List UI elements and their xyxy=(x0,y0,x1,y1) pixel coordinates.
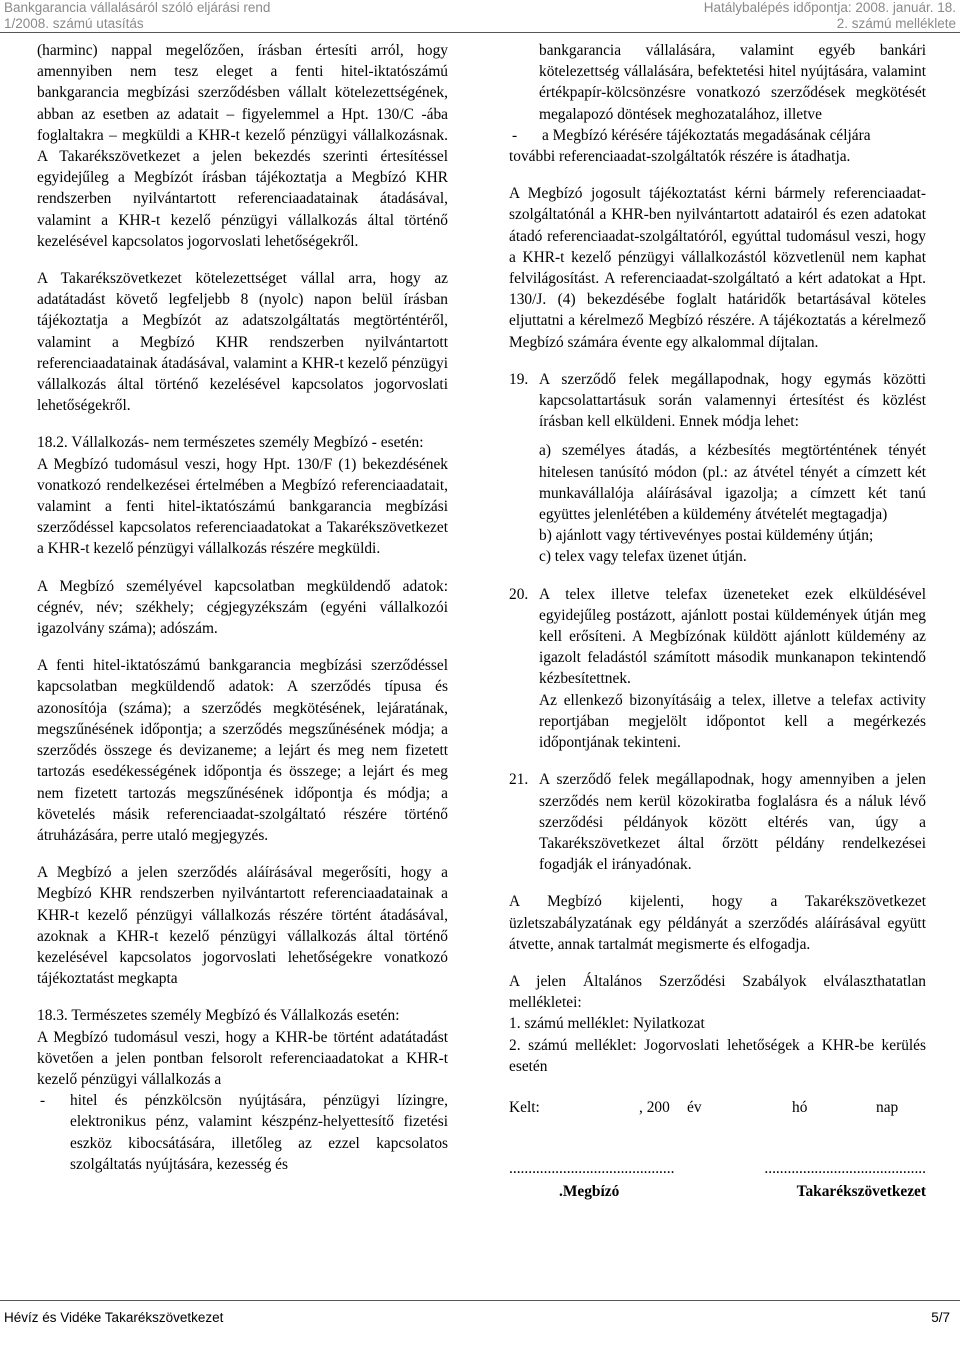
paragraph-contract-data: A fenti hitel-iktatószámú bankgarancia megbízási szerződéssel kapcsolatban megküldendő adatok: A szerződés típusa és azonosítója (száma); a szerződés megkötésének, lejáratának, megszűnésének időpontja; a szerződés megszűnésének módja; a szerződés összege és devizaneme; a lejárt és meg nem fizetett tartozás esedékességének időpontja és összege; a lejárt és meg nem fizetett tartozás megszűnésének időpontja és módja; a követelés másik referenciaadat-szolgáltató részére történő átruházására, perre utaló megjegyzés. xyxy=(37,657,448,844)
footer-page-number: 5/7 xyxy=(931,1310,950,1325)
signature-names xyxy=(509,1181,926,1202)
header-annex-label: 2. számú melléklete xyxy=(836,16,956,31)
annex-item-1: 1. számú melléklet: Nyilatkozat xyxy=(509,1015,705,1033)
section-19-body: A szerződő felek megállapodnak, hogy egymás közötti kapcsolattartásuk során valamennyi értesítést és közlést írásban kell elküldeni. Ennek módja lehet: xyxy=(539,370,926,431)
signature-line-client: ........................................... xyxy=(509,1160,675,1178)
signatory-cooperative: Takarékszövetkezet xyxy=(796,1183,926,1201)
section-18-2 xyxy=(37,432,448,559)
section-18-3-body: A Megbízó tudomásul veszi, hogy a KHR-be történt adatátadást követően a jelen pontban felsorolt referenciaadatokat a KHR-t kezelő pénzügyi vállalkozás a xyxy=(37,1028,448,1088)
header-effective-date: Hatálybalépés időpontja: 2008. január. 18. xyxy=(703,0,956,15)
footer-organization: Hévíz és Vidéke Takarékszövetkezet xyxy=(4,1310,224,1325)
page-header xyxy=(0,0,960,34)
section-20 xyxy=(509,584,926,754)
annex-intro: A jelen Általános Szerződési Szabályok elválaszthatatlan mellékletei: xyxy=(509,972,926,1012)
header-document-title: Bankgarancia vállalásáról szóló eljárási rend xyxy=(4,0,271,15)
paragraph-client-data: A Megbízó személyével kapcsolatban megküldendő adatok: cégnév, név; székhely; cégjegyzékszám (egyéni vállalkozói igazolvány száma); adószám. xyxy=(37,577,448,638)
date-line xyxy=(509,1097,926,1118)
dash-item-text: a Megbízó kérésére tájékoztatás megadásának céljára xyxy=(542,126,871,144)
date-month-word: hó xyxy=(792,1098,808,1116)
section-21-number: 21. xyxy=(509,771,529,789)
date-year: , 200 xyxy=(639,1098,670,1116)
paragraph-information-right: A Megbízó jogosult tájékoztatást kérni bármely referenciaadat-szolgáltatónál a KHR-ben nyilvántartott adatairól és ezen adatokat átadó referenciaadat-szolgáltatóról, egyúttal tudomásul veszi, hogy a KHR-t kezelő pénzügyi vállalkozástól közvetlenül nem kaphat felvilágosítást. A referenciaadat-szolgáltató a kért adatokat a Hpt. 130/J. (4) bekezdésébe foglalt határidők betartásával köteles eljuttatni a kérelmező Megbízó részére. A tájékoztatás a kérelmező Megbízó számára évente egy alkalommal díjtalan. xyxy=(509,185,926,351)
paragraph-confirmation: A Megbízó a jelen szerződés aláírásával megerősíti, hogy a Megbízó KHR rendszerben nyilvántartott referenciaadatainak a KHR-t kezelő pénzügyi vállalkozás részére történt átadásával, azoknak a KHR-t kezelő pénzügyi vállalkozás által történő kezelésével kapcsolatos jogorvoslati lehetőségekre vonatkozó tájékoztatást megkapta xyxy=(37,864,448,988)
signatory-client: .Megbízó xyxy=(559,1183,620,1201)
dash-marker: - xyxy=(512,126,518,144)
annex-list xyxy=(509,971,926,1077)
paragraph-declaration: A Megbízó kijelenti, hogy a Takarékszövetkezet üzletszabályzatának egy példányát a szerződés aláírásával együtt átvette, annak tartalmát megismerte és elfogadja. xyxy=(509,893,926,953)
footer-divider xyxy=(0,1300,960,1301)
section-19-item-c: c) telex vagy telefax üzenet útján. xyxy=(539,548,747,566)
date-year-word: év xyxy=(687,1098,702,1116)
paragraph-obligation: A Takarékszövetkezet kötelezettséget vállal arra, hogy az adatátadást követő legfeljebb 8 (nyolc) napon belül írásban tájékoztatja a Megbízót az adatszolgáltatás megtörténtéről, valamint a Megbízó KHR rendszerben nyilvántartott referenciaadatainak átadásával, valamint a KHR-t kezelő pénzügyi vállalkozás által történő kezelésével kapcsolatos jogorvoslati lehetőségekről. xyxy=(37,270,448,415)
dash-item-continuation: bankgarancia vállalására, valamint egyéb bankári kötelezettség vállalására, befektetési hitel nyújtására, valamint értékpapír-kölcsönzésre vonatkozó szerződések megkötését megalapozó döntések meghozatalához, illetve xyxy=(539,42,926,123)
section-19-item-b: b) ajánlott vagy tértivevényes postai küldemény útján; xyxy=(539,527,874,545)
signature-lines xyxy=(509,1158,926,1179)
section-19-item-a: a) személyes átadás, a kézbesítés megtörténtének tényét hitelesen tanúsító módon (pl.: az átvétel tényét a címzett két munkavállalója aláírásával igazolja; a címzett két tanú együttes jelenlétében a küldemény átvételét megtagadja) xyxy=(539,442,926,524)
section-19-number: 19. xyxy=(509,370,529,388)
dash-list-item-purpose xyxy=(509,125,926,146)
signature-line-cooperative: .......................................... xyxy=(764,1160,926,1178)
header-divider xyxy=(0,32,960,33)
section-18-3 xyxy=(37,1005,448,1175)
signature-block xyxy=(509,1097,926,1203)
section-20-body-2: Az ellenkező bizonyításáig a telex, illetve a telefax activity reportjában megjelölt időpontot kell a megérkezés időpontjának tekinteni. xyxy=(539,691,926,752)
dash-marker: - xyxy=(40,1092,46,1110)
header-instruction-number: 1/2008. számú utasítás xyxy=(4,16,144,31)
section-21 xyxy=(509,769,926,875)
section-18-2-heading: 18.2. Vállalkozás- nem természetes személy Megbízó - esetén: xyxy=(37,434,424,452)
right-column xyxy=(509,40,926,1203)
section-18-3-heading: 18.3. Természetes személy Megbízó és Vállalkozás esetén: xyxy=(37,1007,400,1025)
paragraph-transfer: további referenciaadat-szolgáltatók részére is átadhatja. xyxy=(509,148,851,166)
section-20-body: A telex illetve telefax üzeneteket ezek elküldésével egyidejűleg postázott, ajánlott postai küldemények útján meg kell erősíteni. A Megbízónak küldött ajánlott küldemény az igazolt feladástól számított második munkanapon tekintendő kézbesítettnek. xyxy=(539,585,926,688)
section-19 xyxy=(509,369,926,568)
annex-item-2: 2. számú melléklet: Jogorvoslati lehetőségek a KHR-be kerülés esetén xyxy=(509,1036,926,1075)
left-column xyxy=(37,40,448,1175)
dash-list-item xyxy=(37,1090,448,1175)
section-18-2-body: A Megbízó tudomásul veszi, hogy Hpt. 130/F (1) bekezdésének vonatkozó rendelkezései értelmében a Megbízó referenciaadatait, valamint a fenti hitel-iktatószámú bankgarancia megbízási szerződéssel kapcsolatos referenciaadatokat a Takarékszövetkezet a KHR-t kezelő pénzügyi vállalkozás részére megküldi. xyxy=(37,455,448,558)
dash-item-text: hitel és pénzkölcsön nyújtására, pénzügyi lízingre, elektronikus pénz, valamint készpénz-helyettesítő fizetési eszköz kibocsátására, illetőleg az ezzel kapcsolatos szolgáltatás nyújtására, kezesség és xyxy=(70,1092,448,1173)
section-20-number: 20. xyxy=(509,585,529,603)
section-21-body: A szerződő felek megállapodnak, hogy amennyiben a jelen szerződés nem kerül közokiratba foglalásra és a náluk lévő szerződési példányok között eltérés van, úgy a Takarékszövetkezet által őrzött példány rendelkezései fogadják el irányadónak. xyxy=(539,771,926,874)
date-label: Kelt: xyxy=(509,1098,540,1116)
date-day-word: nap xyxy=(876,1098,899,1116)
paragraph-notice-continuation: (harminc) nappal megelőzően, írásban értesíti arról, hogy amennyiben nem tesz eleget a fenti hitel-iktatószámú bankgarancia megbízási szerződésben vállalt kötelezettségének, abban az esetben az adatait – figyelemmel a Hpt. 130/C -ába foglaltakra – megküldi a KHR-t kezelő pénzügyi vállalkozásnak. A Takarékszövetkezet a jelen bekezdés szerinti értesítéssel egyidejűleg a Megbízót írásban tájékoztatja a Megbízó KHR rendszerben nyilvántartott referenciaadatainak átadásával, valamint a KHR-t kezelő pénzügyi vállalkozás által történő kezelésével kapcsolatos jogorvoslati lehetőségekről. xyxy=(37,42,448,250)
